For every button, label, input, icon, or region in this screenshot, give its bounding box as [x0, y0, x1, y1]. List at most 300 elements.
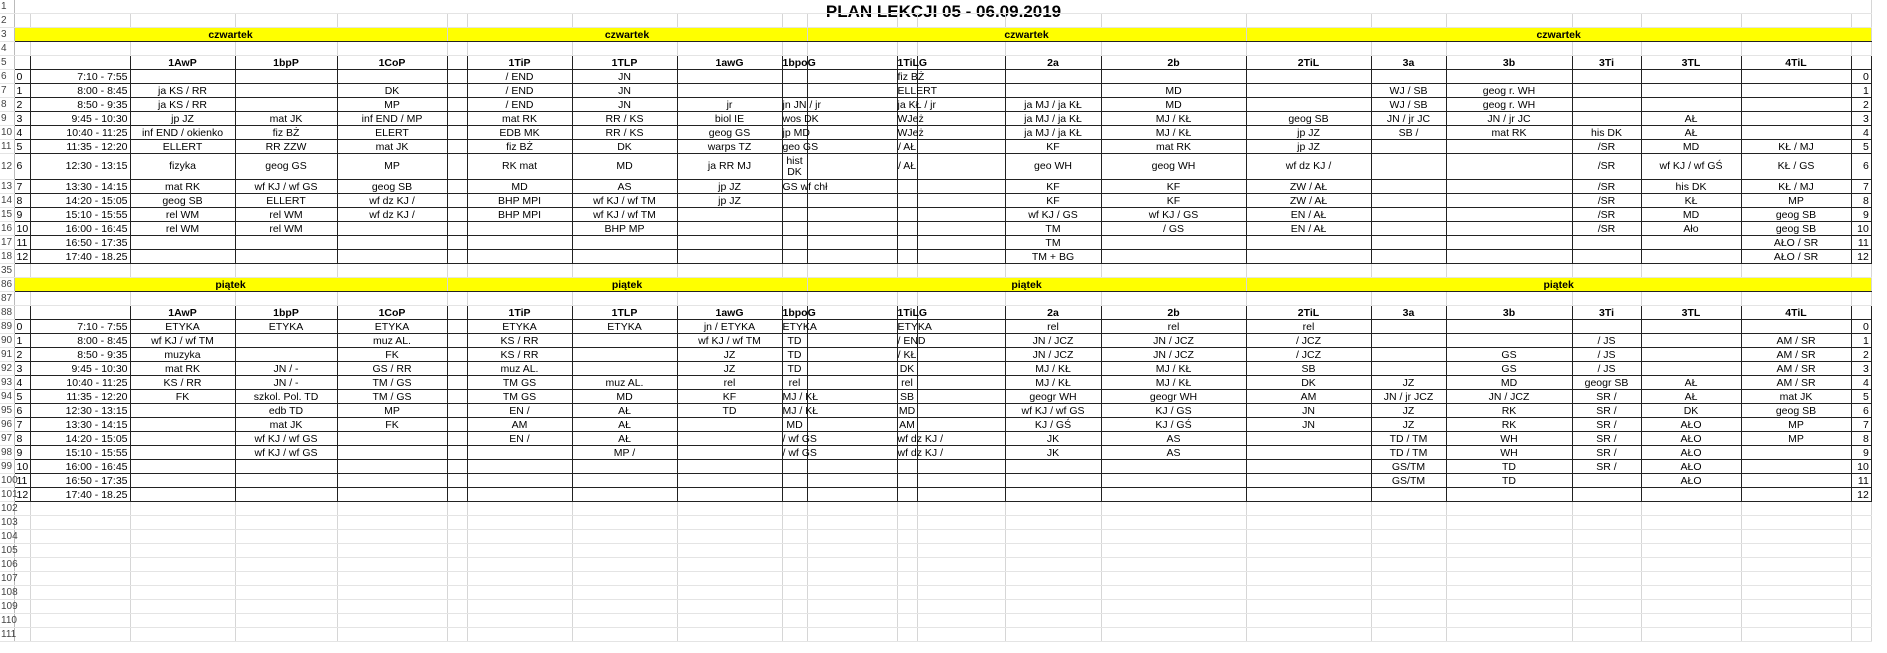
cell: [1741, 292, 1851, 306]
lesson-number: 6: [14, 154, 30, 180]
lesson-cell: / JCZ: [1246, 334, 1371, 348]
lesson-cell: [1446, 208, 1572, 222]
lesson-number: 4: [14, 376, 30, 390]
lesson-cell: [782, 460, 807, 474]
lesson-cell: JN / jr JC: [1446, 112, 1572, 126]
cell: [677, 600, 782, 614]
cell: [235, 502, 337, 516]
cell: [1851, 502, 1871, 516]
cell: [1741, 264, 1851, 278]
lesson-cell: FK: [337, 348, 447, 362]
class-header: 2a: [1005, 56, 1101, 70]
lesson-cell: JN: [1246, 404, 1371, 418]
lesson-cell: KF: [1005, 180, 1101, 194]
cell: [782, 558, 807, 572]
lesson-cell: FK: [130, 390, 235, 404]
cell: [1851, 572, 1871, 586]
cell: [447, 502, 467, 516]
lesson-cell: AM / SR: [1741, 348, 1851, 362]
lesson-cell: mat RK: [467, 112, 572, 126]
lesson-cell: inf END / MP: [337, 112, 447, 126]
empty-row: [0, 600, 1885, 614]
row-number: 100: [1, 474, 18, 486]
lesson-row: [0, 404, 1885, 418]
cell: [807, 376, 897, 390]
cell: [1101, 628, 1246, 642]
cell: [807, 558, 897, 572]
cell: [897, 292, 917, 306]
lesson-cell: MP: [1741, 432, 1851, 446]
cell: [1446, 14, 1572, 28]
cell: [235, 544, 337, 558]
lesson-cell: KF: [677, 390, 782, 404]
cell: [1851, 586, 1871, 600]
cell: [1246, 42, 1371, 56]
lesson-cell: warps TZ: [677, 140, 782, 154]
lesson-row: [0, 180, 1885, 194]
lesson-cell: EN / AŁ: [1246, 208, 1371, 222]
lesson-cell: / wf GS: [782, 432, 817, 445]
lesson-cell: jp JZ: [1246, 140, 1371, 154]
lesson-cell: [1446, 250, 1572, 264]
lesson-cell: [897, 180, 917, 194]
lesson-cell: [782, 222, 807, 236]
lesson-cell: JN: [1246, 418, 1371, 432]
empty-row: [0, 572, 1885, 586]
lesson-cell: [1446, 194, 1572, 208]
lesson-cell: [677, 446, 782, 460]
lesson-cell: geog r. WH: [1446, 84, 1572, 98]
cell: [807, 628, 897, 642]
lesson-cell: [572, 334, 677, 348]
lesson-cell: AS: [1101, 432, 1246, 446]
lesson-cell: [677, 222, 782, 236]
cell: [1572, 42, 1641, 56]
lesson-cell: rel WM: [235, 208, 337, 222]
lesson-cell: GS wf chł: [782, 180, 828, 193]
cell: [447, 404, 467, 418]
lesson-cell: wf KJ / GS: [1005, 208, 1101, 222]
row-number: 109: [1, 600, 18, 612]
lesson-cell: [1246, 446, 1371, 460]
lesson-cell: [337, 474, 447, 488]
cell: [807, 14, 897, 28]
lesson-time: 15:10 - 15:55: [30, 446, 130, 460]
lesson-cell: [1371, 154, 1446, 180]
lesson-cell: [1101, 70, 1246, 84]
lesson-cell: KŁ / MJ: [1741, 140, 1851, 154]
lesson-cell: TD: [677, 404, 782, 418]
day-band-2: piątek: [807, 278, 1246, 292]
cell: [782, 516, 807, 530]
lesson-cell: MJ / KŁ: [1101, 376, 1246, 390]
cell: [1005, 14, 1101, 28]
gap-row: [0, 292, 1885, 306]
lesson-cell: geog SB: [1741, 208, 1851, 222]
lesson-cell: mat RK: [1101, 140, 1246, 154]
cell: [677, 292, 782, 306]
lesson-cell: MD: [1446, 376, 1572, 390]
lesson-cell: /SR: [1572, 154, 1641, 180]
cell: [1741, 14, 1851, 28]
lesson-cell: AŁO / SR: [1741, 236, 1851, 250]
cell: [807, 320, 897, 334]
lesson-cell: AŁO: [1641, 432, 1741, 446]
row-number: 16: [1, 222, 13, 234]
lesson-number: 9: [14, 446, 30, 460]
lesson-number-right: 4: [1851, 126, 1871, 140]
lesson-cell: AŁ: [1641, 112, 1741, 126]
lesson-cell: [677, 236, 782, 250]
cell: [337, 558, 447, 572]
cell: [1005, 502, 1101, 516]
lesson-number: 5: [14, 390, 30, 404]
day-band-row: [0, 28, 1885, 42]
lesson-cell: ZW / AŁ: [1246, 194, 1371, 208]
cell: [1005, 600, 1101, 614]
class-header: 1awG: [677, 306, 782, 320]
cell: [1101, 14, 1246, 28]
lesson-cell: [1446, 154, 1572, 180]
lesson-cell: / JS: [1572, 348, 1641, 362]
lesson-cell: AS: [1101, 446, 1246, 460]
cell: [447, 112, 467, 126]
cell: [807, 474, 897, 488]
lesson-cell: [130, 236, 235, 250]
lesson-number: 7: [14, 180, 30, 194]
lesson-cell: geog SB: [1246, 112, 1371, 126]
lesson-cell: [235, 334, 337, 348]
lesson-cell: GS: [1446, 348, 1572, 362]
lesson-cell: JN / jr JC: [1371, 112, 1446, 126]
lesson-cell: MP: [337, 404, 447, 418]
title-row: [0, 0, 1885, 14]
lesson-cell: MJ / KŁ: [782, 404, 819, 417]
cell: [1371, 614, 1446, 628]
lesson-number: 0: [14, 70, 30, 84]
lesson-cell: biol IE: [677, 112, 782, 126]
lesson-cell: [1641, 362, 1741, 376]
class-header: 1AwP: [130, 56, 235, 70]
lesson-cell: [467, 250, 572, 264]
lesson-cell: [572, 460, 677, 474]
lesson-cell: DK: [897, 362, 917, 376]
cell: [1005, 558, 1101, 572]
lesson-cell: [677, 418, 782, 432]
lesson-row: [0, 432, 1885, 446]
lesson-cell: AM: [897, 418, 917, 432]
lesson-cell: wos DK: [782, 112, 819, 125]
cell: [447, 530, 467, 544]
lesson-cell: ELLERT: [897, 84, 937, 97]
row-number: 111: [1, 628, 17, 640]
lesson-cell: wf dz KJ /: [897, 446, 944, 459]
lesson-cell: mat JK: [235, 418, 337, 432]
cell: [467, 558, 572, 572]
cell: [1101, 516, 1246, 530]
cell: [572, 628, 677, 642]
lesson-cell: JN / JCZ: [1005, 348, 1101, 362]
lesson-cell: TD / TM: [1371, 446, 1446, 460]
lesson-row: [0, 474, 1885, 488]
cell: [1572, 558, 1641, 572]
empty-row: [0, 614, 1885, 628]
lesson-cell: geog WH: [1101, 154, 1246, 180]
lesson-number-right: 10: [1851, 222, 1871, 236]
cell: [1246, 264, 1371, 278]
cell: [917, 544, 1005, 558]
cell: [467, 530, 572, 544]
lesson-number-right: 3: [1851, 112, 1871, 126]
lesson-cell: MP: [1741, 418, 1851, 432]
cell: [572, 14, 677, 28]
lesson-cell: [1371, 236, 1446, 250]
lesson-cell: [782, 84, 807, 98]
lesson-time: 14:20 - 15:05: [30, 432, 130, 446]
lesson-row: [0, 376, 1885, 390]
cell: [447, 194, 467, 208]
lesson-cell: geog SB: [1741, 404, 1851, 418]
lesson-cell: [1572, 250, 1641, 264]
lesson-row: [0, 418, 1885, 432]
cell: [14, 56, 30, 70]
cell: [897, 558, 917, 572]
cell: [447, 572, 467, 586]
class-header: 1TLP: [572, 56, 677, 70]
cell: [30, 264, 130, 278]
row-number: 12: [0, 154, 14, 180]
lesson-cell: MJ / KŁ: [1005, 376, 1101, 390]
cell: [1741, 516, 1851, 530]
lesson-cell: / AŁ: [897, 154, 917, 180]
lesson-cell: [1641, 488, 1741, 502]
class-header: 1AwP: [130, 306, 235, 320]
cell: [30, 600, 130, 614]
cell: [447, 558, 467, 572]
row-number: 1: [0, 0, 14, 14]
lesson-cell: [1005, 70, 1101, 84]
lesson-number: 2: [14, 98, 30, 112]
lesson-time: 8:00 - 8:45: [30, 84, 130, 98]
lesson-cell: [1246, 236, 1371, 250]
cell: [917, 460, 1005, 474]
lesson-cell: geog SB: [130, 194, 235, 208]
lesson-cell: [1741, 446, 1851, 460]
lesson-cell: [130, 474, 235, 488]
cell: [917, 516, 1005, 530]
cell: [807, 348, 897, 362]
cell: [897, 264, 917, 278]
lesson-cell: rel WM: [130, 208, 235, 222]
cell: [897, 614, 917, 628]
lesson-row: [0, 222, 1885, 236]
cell: [1572, 628, 1641, 642]
lesson-cell: wf KJ / wf GS: [235, 446, 337, 460]
cell: [782, 572, 807, 586]
row-number: 15: [1, 208, 13, 220]
lesson-cell: MP /: [572, 446, 677, 460]
lesson-cell: rel WM: [235, 222, 337, 236]
lesson-cell: KŁ: [1641, 194, 1741, 208]
lesson-cell: wf KJ / wf TM: [677, 334, 782, 348]
lesson-cell: [1371, 488, 1446, 502]
lesson-number: 8: [14, 432, 30, 446]
row-number: 94: [1, 390, 13, 402]
class-header: 3TL: [1641, 56, 1741, 70]
lesson-cell: geogr SB: [1572, 376, 1641, 390]
lesson-cell: [897, 222, 917, 236]
row-number: 8: [0, 98, 14, 112]
cell: [807, 544, 897, 558]
class-header: 3b: [1446, 56, 1572, 70]
cell: [1371, 558, 1446, 572]
lesson-cell: DK: [1246, 376, 1371, 390]
row-number: 88: [1, 306, 13, 318]
class-header: 4TiL: [1741, 306, 1851, 320]
lesson-cell: MD: [1101, 98, 1246, 112]
row-number: 3: [0, 28, 14, 42]
cell: [467, 544, 572, 558]
lesson-cell: jn / ETYKA: [677, 320, 782, 334]
lesson-cell: [1572, 70, 1641, 84]
cell: [235, 572, 337, 586]
row-number: 89: [1, 320, 13, 332]
cell: [1572, 14, 1641, 28]
cell: [917, 614, 1005, 628]
cell: [1101, 544, 1246, 558]
lesson-cell: JZ: [677, 348, 782, 362]
cell: [235, 530, 337, 544]
lesson-cell: SB: [1246, 362, 1371, 376]
lesson-cell: JZ: [677, 362, 782, 376]
cell: [130, 558, 235, 572]
lesson-time: 12:30 - 13:15: [30, 404, 130, 418]
lesson-cell: [782, 236, 807, 250]
empty-row: [0, 544, 1885, 558]
cell: [235, 600, 337, 614]
lesson-cell: AM: [1246, 390, 1371, 404]
lesson-cell: fiz BŻ: [467, 140, 572, 154]
cell: [807, 404, 897, 418]
cell: [1446, 628, 1572, 642]
cell: [447, 320, 467, 334]
lesson-cell: [1371, 194, 1446, 208]
cell: [447, 376, 467, 390]
lesson-cell: ELERT: [337, 126, 447, 140]
lesson-number: 6: [14, 404, 30, 418]
cell: [1741, 572, 1851, 586]
cell: [897, 516, 917, 530]
lesson-cell: [1371, 208, 1446, 222]
lesson-cell: RR ZZW: [235, 140, 337, 154]
lesson-cell: [337, 460, 447, 474]
cell: [130, 42, 235, 56]
cell: [807, 334, 897, 348]
lesson-cell: TD: [782, 334, 807, 348]
lesson-cell: fiz BŻ: [235, 126, 337, 140]
lesson-cell: TM / GS: [337, 390, 447, 404]
lesson-cell: EN / AŁ: [1246, 222, 1371, 236]
cell: [447, 126, 467, 140]
lesson-cell: [1371, 250, 1446, 264]
lesson-cell: [1371, 70, 1446, 84]
cell: [1641, 628, 1741, 642]
lesson-cell: MJ / KŁ: [1101, 126, 1246, 140]
cell: [677, 614, 782, 628]
cell: [917, 474, 1005, 488]
lesson-number-right: 12: [1851, 488, 1871, 502]
row-number: 95: [1, 404, 13, 416]
lesson-cell: [782, 488, 807, 502]
lesson-cell: ZW / AŁ: [1246, 180, 1371, 194]
lesson-cell: wf KJ / wf TM: [572, 208, 677, 222]
lesson-cell: wf KJ / wf GS: [235, 432, 337, 446]
cell: [897, 502, 917, 516]
cell: [1246, 292, 1371, 306]
cell: [337, 572, 447, 586]
cell: [337, 264, 447, 278]
lesson-cell: KF: [1005, 140, 1101, 154]
class-header: 1bpP: [235, 56, 337, 70]
cell: [1005, 586, 1101, 600]
cell: [917, 56, 1005, 70]
cell: [235, 516, 337, 530]
lesson-cell: [1572, 236, 1641, 250]
cell: [917, 264, 1005, 278]
lesson-time: 10:40 - 11:25: [30, 376, 130, 390]
lesson-cell: MJ / KŁ: [1101, 362, 1246, 376]
cell: [467, 502, 572, 516]
lesson-cell: mat RK: [130, 362, 235, 376]
cell: [30, 42, 130, 56]
lesson-cell: JN: [572, 84, 677, 98]
lesson-row: [0, 84, 1885, 98]
lesson-number: 4: [14, 126, 30, 140]
lesson-cell: geo GS: [782, 140, 819, 153]
lesson-cell: [337, 236, 447, 250]
lesson-cell: / wf GS: [782, 446, 817, 459]
lesson-time: 11:35 - 12:20: [30, 140, 130, 154]
cell: [782, 530, 807, 544]
lesson-cell: ja KS / RR: [130, 98, 235, 112]
lesson-number-right: 9: [1851, 208, 1871, 222]
lesson-cell: /SR: [1572, 208, 1641, 222]
cell: [807, 264, 897, 278]
cell: [917, 334, 1005, 348]
lesson-cell: TM: [1005, 236, 1101, 250]
lesson-cell: [897, 208, 917, 222]
cell: [1446, 42, 1572, 56]
lesson-cell: FK: [337, 418, 447, 432]
lesson-cell: ja KS / RR: [130, 84, 235, 98]
cell: [782, 264, 807, 278]
empty-row: [0, 502, 1885, 516]
lesson-cell: wf KJ / wf GŚ: [1641, 154, 1741, 180]
lesson-cell: [1446, 180, 1572, 194]
cell: [14, 42, 30, 56]
lesson-cell: DK: [1641, 404, 1741, 418]
cell: [467, 628, 572, 642]
row-number: 91: [1, 348, 13, 360]
lesson-cell: ETYKA: [897, 320, 932, 333]
cell: [447, 586, 467, 600]
row-number: 98: [1, 446, 13, 458]
cell: [1101, 558, 1246, 572]
lesson-cell: JN / jr JCZ: [1371, 390, 1446, 404]
lesson-cell: [677, 84, 782, 98]
cell: [467, 614, 572, 628]
lesson-cell: [337, 222, 447, 236]
